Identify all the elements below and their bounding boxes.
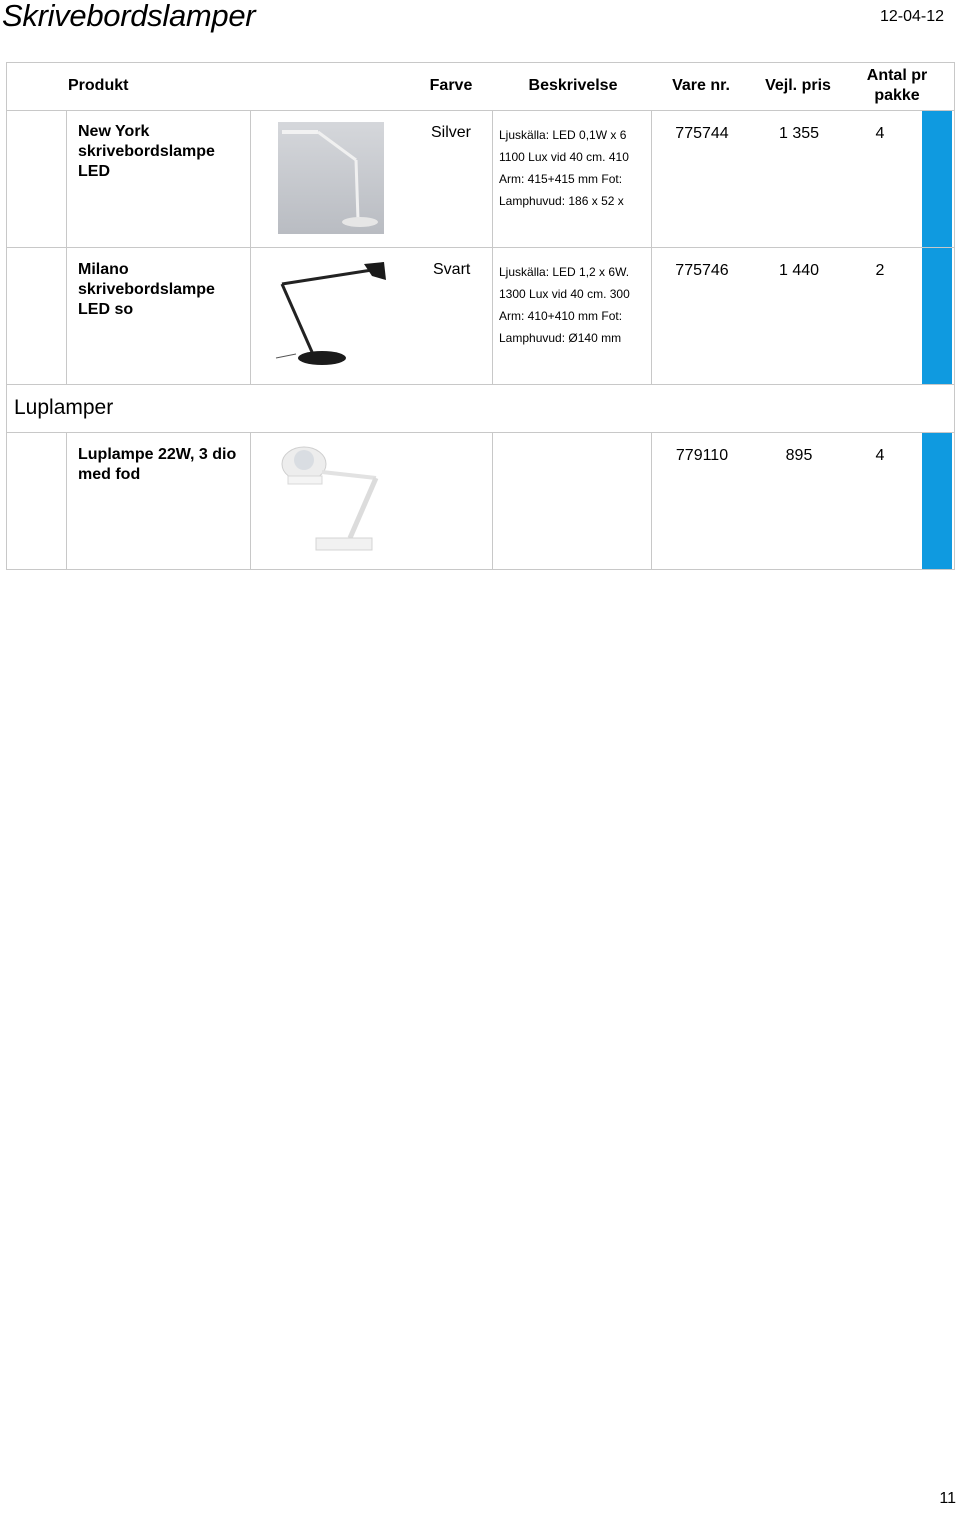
product-name: New York skrivebordslampe LED: [78, 123, 215, 180]
product-name: Luplampe 22W, 3 dio med fod: [78, 446, 237, 483]
accent-bar: [922, 433, 952, 569]
pack-quantity: 4: [875, 125, 885, 142]
product-image-new-york-lamp: [278, 122, 384, 234]
column-divider: [651, 432, 652, 570]
page-number: 11: [939, 1490, 956, 1507]
pack-quantity: 2: [875, 262, 885, 279]
header-bottom-border: [6, 110, 955, 111]
header-color: Farve: [429, 77, 473, 94]
product-color: Silver: [431, 124, 472, 141]
column-divider: [250, 110, 251, 384]
price: 895: [785, 447, 813, 464]
product-color: Svart: [433, 261, 471, 278]
item-number: 779110: [675, 447, 729, 464]
table-right-border: [954, 62, 955, 570]
price: 1 440: [778, 262, 820, 279]
header-product: Produkt: [68, 77, 129, 94]
row-divider: [6, 384, 955, 385]
product-description: [499, 124, 651, 212]
description-line: Arm: 410+410 mm Fot:: [499, 309, 623, 323]
pack-quantity: 4: [875, 447, 885, 464]
product-image-milano-lamp: [274, 258, 389, 374]
table-bottom-border: [6, 569, 955, 570]
column-divider: [492, 432, 493, 570]
table-left-border: [6, 62, 7, 570]
description-line: Lamphuvud: Ø140 mm: [499, 331, 622, 345]
product-image-magnifier-lamp: [278, 442, 388, 560]
header-pack-quantity: Antal pr pakke: [866, 67, 928, 104]
desk-lamp-black-icon: [274, 258, 389, 374]
header-item-number: Vare nr.: [672, 77, 730, 94]
column-divider: [492, 110, 493, 384]
price: 1 355: [778, 125, 820, 142]
accent-bar: [922, 111, 952, 247]
description-line: Arm: 415+415 mm Fot:: [499, 172, 623, 186]
accent-bar: [922, 248, 952, 384]
item-number: 775746: [675, 262, 729, 279]
desk-lamp-silver-icon: [278, 122, 384, 234]
description-line: 1100 Lux vid 40 cm. 410: [499, 150, 629, 164]
row-divider: [6, 247, 955, 248]
section-title: Luplamper: [14, 396, 114, 419]
product-description: [499, 261, 651, 349]
description-line: Ljuskälla: LED 0,1W x 6: [499, 128, 627, 142]
header-description: Beskrivelse: [528, 77, 618, 94]
description-line: Ljuskälla: LED 1,2 x 6W.: [499, 265, 630, 279]
column-divider: [651, 110, 652, 384]
page-title: Skrivebordslamper: [2, 0, 256, 33]
magnifier-lamp-icon: [278, 442, 388, 560]
section-divider: [6, 432, 955, 433]
column-divider: [66, 110, 67, 384]
column-divider: [250, 432, 251, 570]
column-divider: [66, 432, 67, 570]
product-name: Milano skrivebordslampe LED so: [78, 261, 215, 318]
product-catalog-table: [6, 62, 955, 570]
page-date: 12-04-12: [879, 8, 944, 25]
description-line: 1300 Lux vid 40 cm. 300: [499, 287, 630, 301]
description-line: Lamphuvud: 186 x 52 x: [499, 194, 624, 208]
item-number: 775744: [675, 125, 729, 142]
header-price: Vejl. pris: [765, 77, 831, 94]
